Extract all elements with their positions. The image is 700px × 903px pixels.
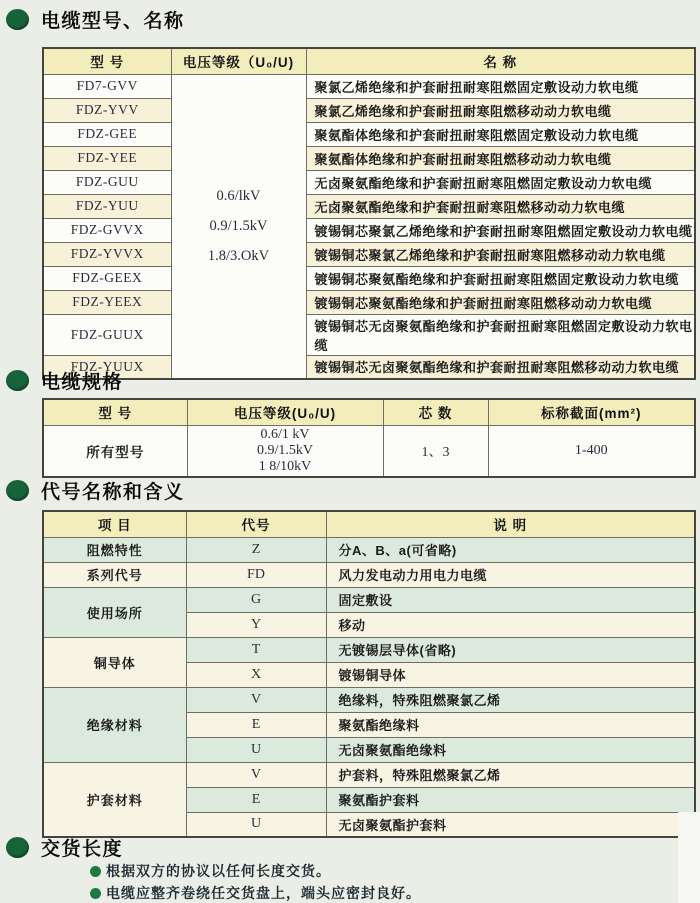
table-header-row bbox=[43, 511, 695, 537]
item-cell: 阻燃特性 bbox=[43, 537, 186, 562]
model-cell: FDZ-GUU bbox=[43, 170, 171, 194]
table-row bbox=[43, 98, 695, 122]
name-cell: 聚氨酯体绝缘和护套耐扭耐寒阻燃固定敷设动力软电缆 bbox=[306, 122, 695, 146]
name-cell: 镀锡铜芯聚氯乙烯绝缘和护套耐扭耐寒阻燃移动动力软电缆 bbox=[306, 242, 695, 266]
delivery-bullet-item bbox=[90, 883, 421, 903]
desc-cell: 风力发电动力用电力电缆 bbox=[326, 562, 695, 587]
section-bullet-icon bbox=[6, 9, 29, 30]
col-header-voltage: 电压等级(U₀/U) bbox=[187, 399, 383, 425]
voltage-line: 1 8/10kV bbox=[258, 458, 312, 474]
code-cell: E bbox=[186, 787, 326, 812]
model-cell: 所有型号 bbox=[43, 425, 187, 477]
item-cell: 绝缘材料 bbox=[43, 687, 186, 762]
model-cell: FD7-GVV bbox=[43, 74, 171, 98]
model-cell: FDZ-YVVX bbox=[43, 242, 171, 266]
model-cell: FDZ-YUU bbox=[43, 194, 171, 218]
table-row bbox=[43, 122, 695, 146]
section-cable-models-heading bbox=[6, 6, 185, 33]
code-cell: V bbox=[186, 762, 326, 787]
col-header-model: 型 号 bbox=[43, 399, 187, 425]
section-title: 交货长度 bbox=[41, 839, 124, 860]
name-cell: 聚氯乙烯绝缘和护套耐扭耐寒阻燃固定敷设动力软电缆 bbox=[306, 74, 695, 98]
col-header-voltage: 电压等级（U₀/U) bbox=[171, 48, 306, 74]
code-cell: T bbox=[186, 637, 326, 662]
table-header-row bbox=[43, 48, 695, 74]
code-cell: E bbox=[186, 712, 326, 737]
table-row bbox=[43, 218, 695, 242]
code-cell: G bbox=[186, 587, 326, 612]
code-cell: V bbox=[186, 687, 326, 712]
section-bullet-icon bbox=[6, 480, 29, 501]
table-row bbox=[43, 687, 695, 712]
voltage-line: 0.6/lkV bbox=[216, 187, 261, 204]
model-cell: FDZ-YEE bbox=[43, 146, 171, 170]
col-header-cores: 芯 数 bbox=[383, 399, 488, 425]
cores-cell: 1、3 bbox=[383, 425, 488, 477]
desc-cell: 分A、B、a(可省略) bbox=[326, 537, 695, 562]
bullet-dot-icon bbox=[90, 866, 101, 877]
section-title: 电缆规格 bbox=[41, 372, 124, 393]
code-cell: Y bbox=[186, 612, 326, 637]
col-header-description: 说 明 bbox=[326, 511, 695, 537]
table-row bbox=[43, 762, 695, 787]
name-cell: 无卤聚氨酯绝缘和护套耐扭耐寒阻燃固定敷设动力软电缆 bbox=[306, 170, 695, 194]
voltage-cell bbox=[187, 425, 383, 477]
desc-cell: 无镀锡层导体(省略) bbox=[326, 637, 695, 662]
desc-cell: 无卤聚氨酯绝缘料 bbox=[326, 737, 695, 762]
model-cell: FDZ-YEEX bbox=[43, 290, 171, 314]
voltage-line: 0.9/1.5kV bbox=[257, 442, 313, 458]
model-cell: FDZ-GEEX bbox=[43, 266, 171, 290]
table-row bbox=[43, 314, 695, 355]
desc-cell: 无卤聚氨酯护套料 bbox=[326, 812, 695, 837]
table-row bbox=[43, 242, 695, 266]
name-cell: 镀锡铜芯聚氨酯绝缘和护套耐扭耐寒阻燃移动动力软电缆 bbox=[306, 290, 695, 314]
item-cell: 系列代号 bbox=[43, 562, 186, 587]
desc-cell: 固定敷设 bbox=[326, 587, 695, 612]
col-header-item: 项 目 bbox=[43, 511, 186, 537]
bullet-text: 根据双方的协议以任何长度交货。 bbox=[106, 863, 331, 879]
model-cell: FDZ-GEE bbox=[43, 122, 171, 146]
section-bullet-icon bbox=[6, 370, 29, 391]
table-row bbox=[43, 194, 695, 218]
cross-section-cell: 1-400 bbox=[488, 425, 695, 477]
bullet-dot-icon bbox=[90, 888, 101, 899]
desc-cell: 镀锡铜导体 bbox=[326, 662, 695, 687]
code-cell: X bbox=[186, 662, 326, 687]
table-row bbox=[43, 355, 695, 379]
name-cell: 镀锡铜芯聚氨酯绝缘和护套耐扭耐寒阻燃固定敷设动力软电缆 bbox=[306, 266, 695, 290]
col-header-name: 名 称 bbox=[306, 48, 695, 74]
section-title: 代号名称和含义 bbox=[41, 482, 185, 503]
model-cell: FDZ-GVVX bbox=[43, 218, 171, 242]
desc-cell: 护套料，特殊阻燃聚氯乙烯 bbox=[326, 762, 695, 787]
code-cell: FD bbox=[186, 562, 326, 587]
model-cell: FDZ-YVV bbox=[43, 98, 171, 122]
table-header-row bbox=[43, 399, 695, 425]
table-row bbox=[43, 74, 695, 98]
code-cell: Z bbox=[186, 537, 326, 562]
delivery-bullet-item bbox=[90, 861, 331, 881]
desc-cell: 聚氨酯护套料 bbox=[326, 787, 695, 812]
section-title: 电缆型号、名称 bbox=[41, 11, 185, 32]
desc-cell: 聚氨酯绝缘料 bbox=[326, 712, 695, 737]
table-row bbox=[43, 637, 695, 662]
scan-edge-artifact bbox=[678, 812, 700, 903]
desc-cell: 移动 bbox=[326, 612, 695, 637]
voltage-line: 1.8/3.OkV bbox=[207, 247, 270, 264]
code-meaning-table bbox=[42, 510, 696, 838]
item-cell: 护套材料 bbox=[43, 762, 186, 837]
section-bullet-icon bbox=[6, 837, 29, 858]
col-header-code: 代号 bbox=[186, 511, 326, 537]
desc-cell: 绝缘料，特殊阻燃聚氯乙烯 bbox=[326, 687, 695, 712]
name-cell: 聚氨酯体绝缘和护套耐扭耐寒阻燃移动动力软电缆 bbox=[306, 146, 695, 170]
table-row bbox=[43, 146, 695, 170]
col-header-model: 型 号 bbox=[43, 48, 171, 74]
name-cell: 聚氯乙烯绝缘和护套耐扭耐寒阻燃移动动力软电缆 bbox=[306, 98, 695, 122]
table-row bbox=[43, 562, 695, 587]
voltage-line: 0.6/1 kV bbox=[260, 426, 310, 442]
section-code-meaning-heading bbox=[6, 477, 185, 504]
name-cell: 镀锡铜芯无卤聚氨酯绝缘和护套耐扭耐寒阻燃移动动力软电缆 bbox=[306, 355, 695, 379]
table-row bbox=[43, 537, 695, 562]
bullet-text: 电缆应整齐卷绕任交货盘上，端头应密封良好。 bbox=[106, 885, 421, 901]
table-row bbox=[43, 290, 695, 314]
item-cell: 铜导体 bbox=[43, 637, 186, 687]
table-row bbox=[43, 425, 695, 477]
model-cell: FDZ-YUUX bbox=[43, 355, 171, 379]
table-row bbox=[43, 266, 695, 290]
section-cable-specs-heading bbox=[6, 367, 123, 394]
cable-model-name-table bbox=[42, 47, 696, 380]
cable-spec-table bbox=[42, 398, 696, 478]
table-row bbox=[43, 587, 695, 612]
model-cell: FDZ-GUUX bbox=[43, 314, 171, 355]
code-cell: U bbox=[186, 812, 326, 837]
item-cell: 使用场所 bbox=[43, 587, 186, 637]
name-cell: 镀锡铜芯聚氯乙烯绝缘和护套耐扭耐寒阻燃固定敷设动力软电缆 bbox=[306, 218, 695, 242]
name-cell: 无卤聚氨酯绝缘和护套耐扭耐寒阻燃移动动力软电缆 bbox=[306, 194, 695, 218]
section-delivery-length-heading bbox=[6, 834, 123, 861]
code-cell: U bbox=[186, 737, 326, 762]
name-cell: 镀锡铜芯无卤聚氨酯绝缘和护套耐扭耐寒阻燃固定敷设动力软电缆 bbox=[306, 314, 695, 355]
voltage-merged-cell bbox=[171, 74, 306, 379]
table-row bbox=[43, 170, 695, 194]
col-header-cross-section: 标称截面(mm²) bbox=[488, 399, 695, 425]
voltage-line: 0.9/1.5kV bbox=[209, 217, 268, 234]
